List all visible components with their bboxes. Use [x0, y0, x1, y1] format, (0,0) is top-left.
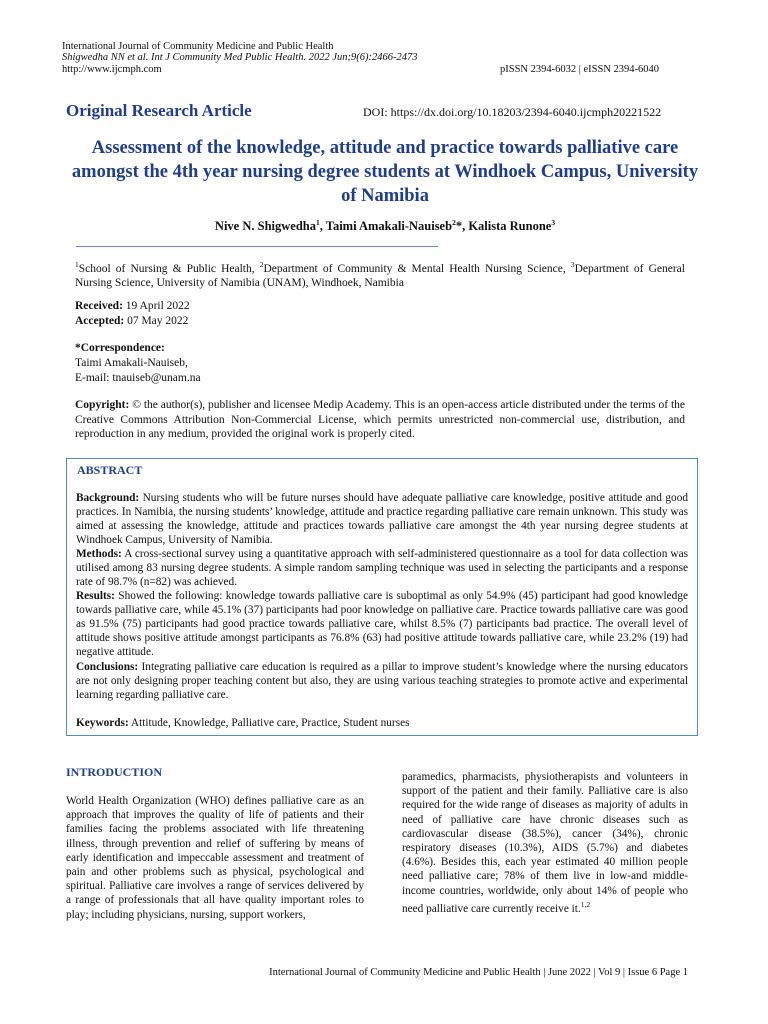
abstract-heading: ABSTRACT	[77, 463, 143, 477]
background-text: Nursing students who will be future nurses should have adequate palliative care knowledge, positive attitude and good practices. In Namibia, the nursing students’ knowledge, attitude and practice regarding palliative care remain unknown. This study was aimed at assessing the knowledge, attitude and practices towards palliative care amongst the 4th year nursing degree students at Windhoek Campus, University of Namibia.	[76, 492, 688, 546]
journal-url[interactable]: http://www.ijcmph.com	[62, 64, 162, 75]
divider	[76, 246, 438, 247]
results-text: Showed the following: knowledge towards palliative care is suboptimal as only 54.9% (45) participant had good knowledge towards palliative care, while 45.1% (37) participants had poor knowledge on palliative care. Practice towards palliative care was good as 91.5% (75) participants had good practice towards palliative care, whilst 8.5% (7) participants bad practice. The overall level of attitude shows positive attitude amongst participants as 76.8% (63) had positive attitude towards palliative care, while 23.2% (19) had negative attitude.	[76, 590, 688, 658]
aff-sup-1: 1	[75, 260, 79, 269]
abstract-conclusions	[76, 660, 688, 702]
introduction-heading: INTRODUCTION	[66, 765, 163, 779]
abstract-methods	[76, 547, 688, 589]
page-footer: International Journal of Community Medicine and Public Health | June 2022 | Vol 9 | Issue 6 Page 1	[269, 967, 688, 978]
methods-label: Methods:	[76, 548, 122, 560]
introduction-right-column	[402, 770, 688, 916]
aff-1: School of Nursing & Public Health,	[78, 262, 260, 275]
received-date	[75, 299, 685, 314]
abstract-results	[76, 589, 688, 659]
issn: pISSN 2394-6032 | eISSN 2394-6040	[500, 64, 660, 75]
author-1-sup: 1	[315, 218, 320, 227]
keywords-label: Keywords:	[76, 717, 129, 729]
copyright-label: Copyright:	[75, 399, 130, 411]
introduction-right-text: paramedics, pharmacists, physiotherapists and volunteers in support of the patient and their family. Palliative care is also required for the wide range of diseases as majority of adults in need of palliative care have chronic diseases such as cardiovascular disease (38.5%), cancer (34%), chronic respiratory diseases (10.3%), AIDS (5.7%) and diabetes (4.6%). Besides this, each year estimated 40 million people need palliative care; 78% of them live in low-and middle-income countries, worldwide, only about 14% of people who need palliative care currently receive it.	[402, 771, 688, 915]
author-3: *, Kalista Runone	[455, 219, 552, 234]
aff-2: Department of Community & Mental Health Nursing Science,	[263, 262, 571, 275]
correspondence-name: Taimi Amakali-Nauiseb,	[75, 357, 188, 369]
accepted-value: 07 May 2022	[124, 315, 189, 327]
methods-text: A cross-sectional survey using a quantitative approach with self-administered questionnaire as a tool for data collection was utilised among 83 nursing degree students. A simple random sampling technique was used in selecting the participants and a response rate of 98.7% (n=82) was achieved.	[76, 548, 688, 588]
accepted-date	[75, 314, 685, 329]
introduction-left-column: World Health Organization (WHO) defines palliative care as an approach that improves the quality of life of patients and their families facing the problems associated with life threatening illness, through prevention and relief of suffering by means of early identification and impeccable assessment and treatment of pain and other problems such as physical, psychological and spiritual. Palliative care involves a range of services delivered by a range of professionals that all have quality important roles to play; including physicians, nursing, support workers,	[66, 795, 364, 921]
abstract-background	[76, 491, 688, 547]
journal-name: International Journal of Community Medicine and Public Health	[62, 41, 334, 52]
copyright-notice	[75, 398, 685, 442]
results-label: Results:	[76, 590, 115, 602]
keywords-text: Attitude, Knowledge, Palliative care, Practice, Student nurses	[128, 717, 410, 729]
background-label: Background:	[76, 492, 140, 504]
correspondence-label-text: *Correspondence:	[75, 342, 165, 354]
reference-sup: 1,2	[580, 899, 591, 909]
author-1: Nive N. Shigwedha	[214, 219, 316, 234]
conclusions-label: Conclusions:	[76, 661, 139, 673]
author-list	[70, 218, 700, 234]
received-value: 19 April 2022	[122, 300, 190, 312]
citation: Shigwedha NN et al. Int J Community Med Public Health. 2022 Jun;9(6):2466-2473	[62, 52, 418, 63]
article-title: Assessment of the knowledge, attitude and practice towards palliative care amongst the 4th year nursing degree students at Windhoek Campus, University of Namibia	[71, 138, 699, 206]
aff-sup-3: 3	[570, 260, 575, 269]
author-3-sup: 3	[551, 218, 556, 227]
affiliations	[75, 258, 685, 291]
aff-sup-2: 2	[259, 260, 264, 269]
author-2: , Taimi Amakali-Nauiseb	[319, 219, 453, 234]
correspondence-email[interactable]: E-mail: tnauiseb@unam.na	[75, 372, 201, 384]
received-label: Received:	[75, 300, 123, 312]
copyright-text: © the author(s), publisher and licensee Medip Academy. This is an open-access article distributed under the terms of the Creative Commons Attribution Non-Commercial License, which permits unrestricted non-commercial use, distribution, and reproduction in any medium, provided the original work is properly cited.	[75, 399, 685, 440]
author-2-sup: 2	[452, 218, 456, 227]
correspondence-label	[75, 341, 685, 356]
doi-link[interactable]: DOI: https://dx.doi.org/10.18203/2394-6040.ijcmph20221522	[363, 105, 662, 119]
article-type: Original Research Article	[66, 101, 252, 120]
aff-3: Department of General Nursing Science, University of Namibia (UNAM), Windhoek, Namibia	[75, 262, 685, 290]
abstract-keywords	[76, 716, 688, 730]
accepted-label: Accepted:	[75, 315, 125, 327]
conclusions-text: Integrating palliative care education is required as a pillar to improve student’s knowledge where the nursing educators are not only designing proper teaching content but also, they are using various teaching strategies to promote active and experimental learning regarding palliative care.	[76, 661, 688, 701]
